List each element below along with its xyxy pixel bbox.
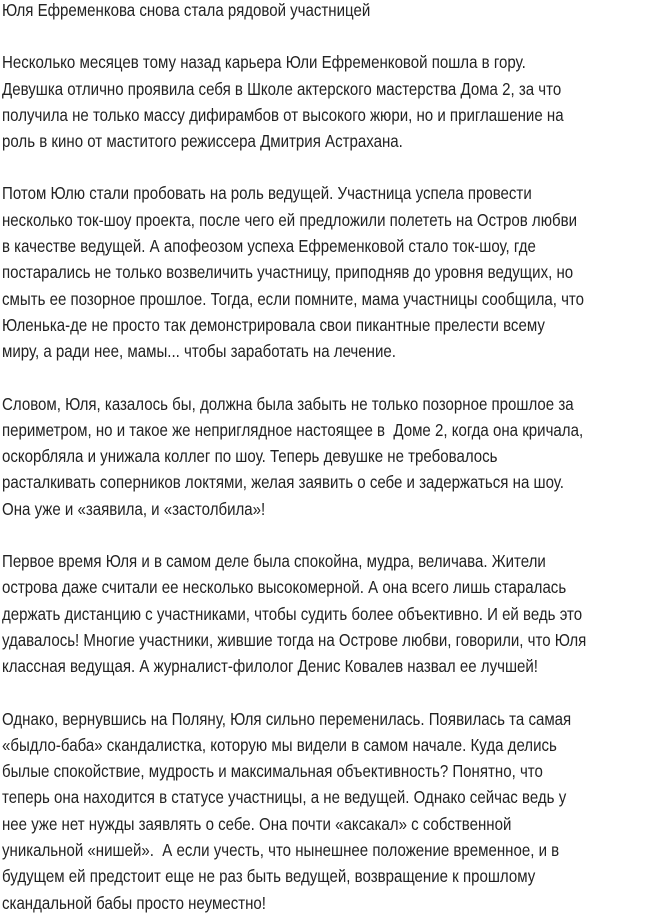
text-line: былые спокойствие, мудрость и максимальная объективность? Понятно, что [2, 761, 543, 782]
text-line: Девушка отлично проявила себя в Школе актерского мастерства Дома 2, за что [2, 78, 562, 99]
text-line: Словом, Юля, казалось бы, должна была забыть не только позорное прошлое за [2, 393, 574, 414]
text-line: в качестве ведущей. А апофеозом успеха Ефременковой стало ток-шоу, где [2, 236, 536, 257]
text-line: Несколько месяцев тому назад карьера Юли Ефременковой пошла в гору. [2, 52, 526, 73]
text-line: получила не только массу дифирамбов от высокого жюри, но и приглашение на [2, 104, 564, 125]
article-title: Юля Ефременкова снова стала рядовой участницей [2, 0, 371, 20]
text-line: классная ведущая. А журналист-филолог Денис Ковалев назвал ее лучшей! [2, 656, 538, 677]
text-line: Юленька-де не просто так демонстрировала свои пикантные прелести всему [2, 314, 545, 335]
paragraph-4 [2, 548, 670, 679]
paragraph-gap [2, 154, 670, 180]
text-line: смыть ее позорное прошлое. Тогда, если помните, мама участницы сообщила, что [2, 288, 585, 309]
text-line: «быдло-баба» скандалистка, которую мы видели в самом начале. Куда делись [2, 734, 557, 755]
text-line: несколько ток-шоу проекта, после чего ей предложили полететь на Остров любви [2, 209, 578, 230]
paragraph-gap [2, 680, 670, 706]
text-line: удавалось! Многие участники, жившие тогда на Острове любви, говорили, что Юля [2, 629, 587, 650]
paragraph-2 [2, 180, 670, 364]
text-line: держать дистанцию с участниками, чтобы судить более объективно. И ей ведь это [2, 603, 583, 624]
paragraph-gap [2, 522, 670, 548]
paragraph-1 [2, 49, 670, 154]
text-line: нее уже нет нужды заявлять о себе. Она почти «аксакал» с собственной [2, 813, 512, 834]
text-line: теперь она находится в статусе участницы, а не ведущей. Однако сейчас ведь у [2, 787, 567, 808]
paragraph-3 [2, 391, 670, 522]
text-line: Однако, вернувшись на Поляну, Юля сильно переменилась. Появилась та самая [2, 708, 572, 729]
text-line: постарались не только возвеличить участницу, приподняв до уровня ведущих, но [2, 262, 574, 283]
paragraph-gap [2, 23, 670, 49]
text-line: оскорбляла и унижала коллег по шоу. Теперь девушке не требовалось [2, 446, 498, 467]
text-line: Первое время Юля и в самом деле была спокойна, мудра, величава. Жители [2, 551, 546, 572]
text-line: роль в кино от маститого режиссера Дмитрия Астрахана. [2, 131, 403, 152]
text-line: уникальной «нишей». А если учесть, что нынешнее положение временное, и в [2, 840, 560, 861]
text-line: острова даже считали ее несколько высокомерной. А она всего лишь старалась [2, 577, 567, 598]
text-line: миру, а ради нее, мамы... чтобы заработать на лечение. [2, 341, 396, 362]
text-line: расталкивать соперников локтями, желая заявить о себе и задержаться на шоу. [2, 472, 564, 493]
text-line: Она уже и «заявила, и «застолбила»! [2, 498, 266, 519]
paragraph-gap [2, 365, 670, 391]
text-line: скандальной бабы просто неуместно! [2, 892, 266, 913]
text-line: будущем ей предстоит еще не раз быть ведущей, возвращение к прошлому [2, 866, 536, 887]
text-line: Потом Юлю стали пробовать на роль ведущей. Участница успела провести [2, 183, 532, 204]
paragraph-5 [2, 706, 670, 916]
text-line: периметром, но и такое же неприглядное настоящее в Доме 2, когда она кричала, [2, 419, 584, 440]
